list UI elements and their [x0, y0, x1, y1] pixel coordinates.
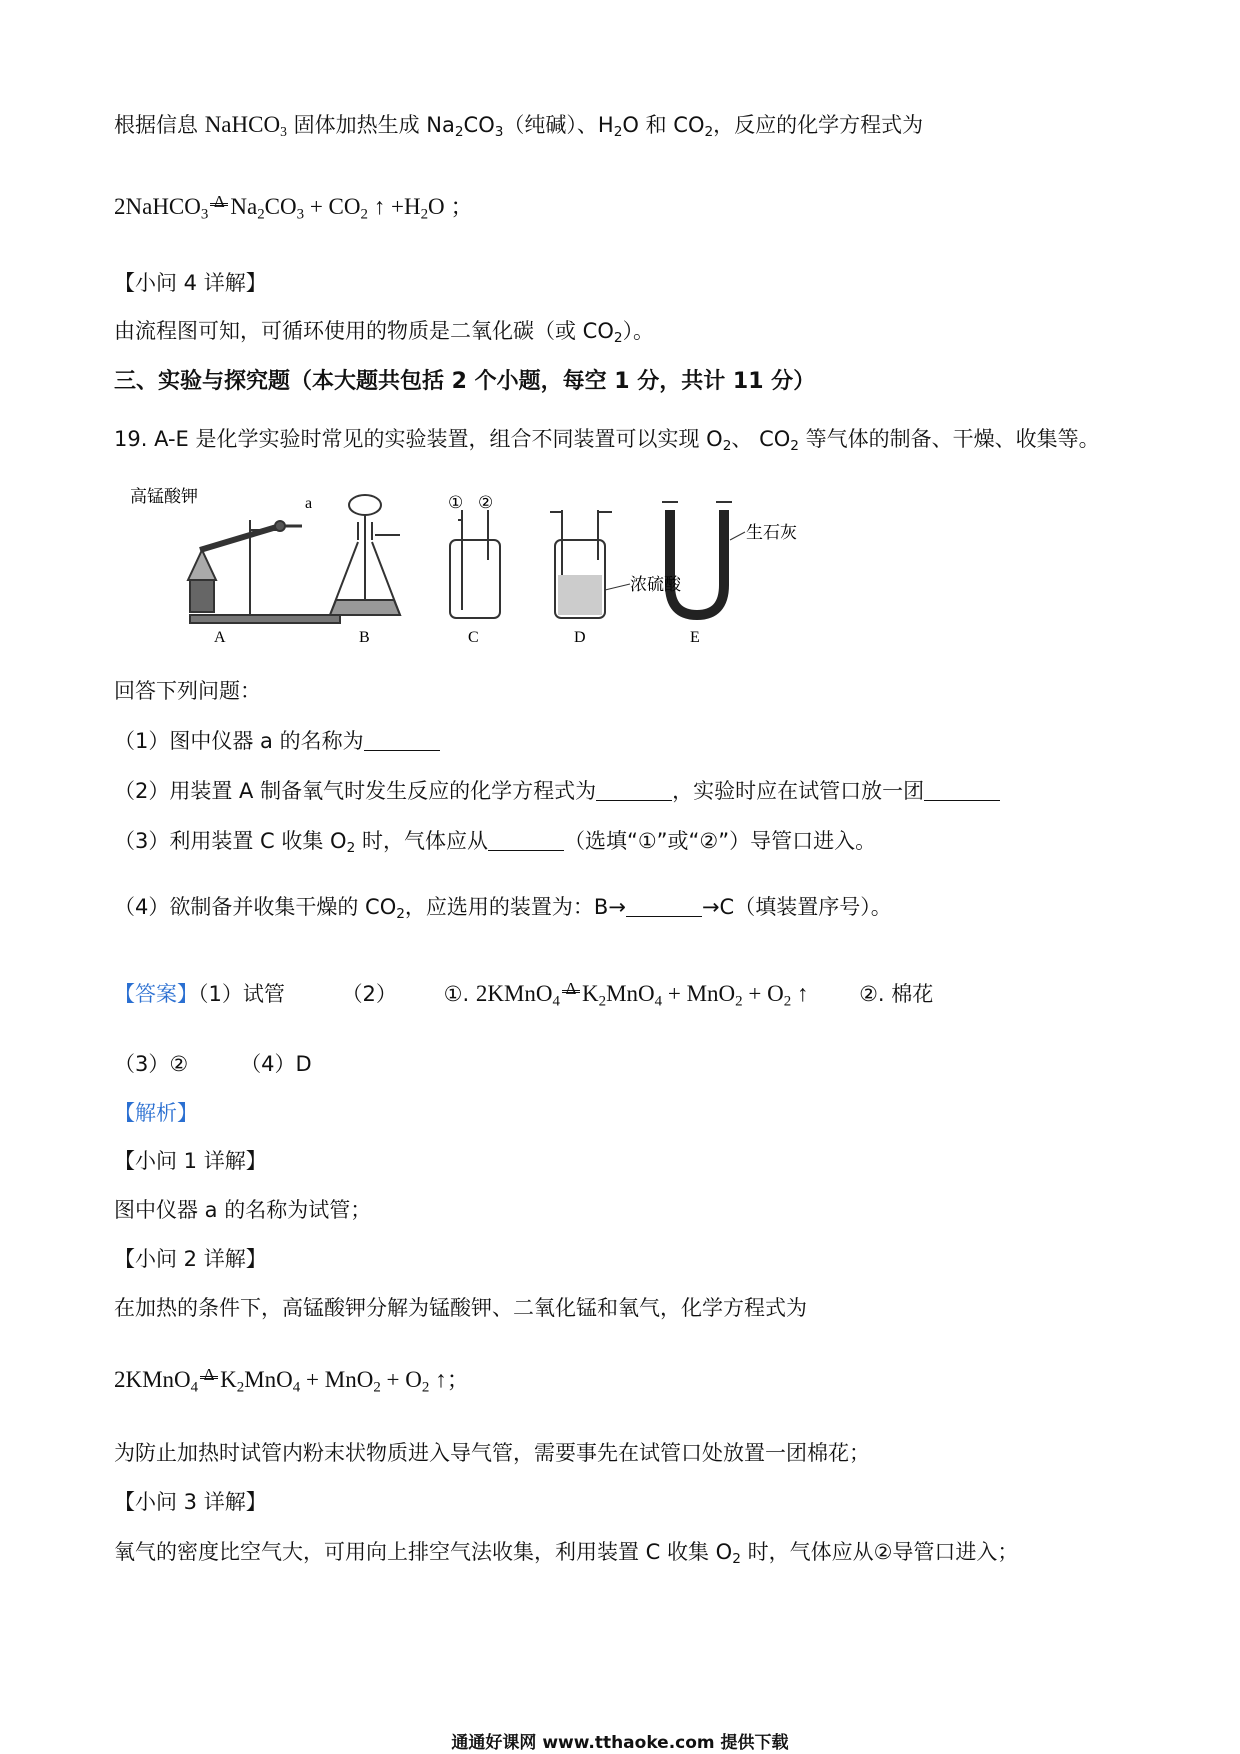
- question-part-4: （4）欲制备并收集干燥的 $CO_2$，应选用的装置为：B→ →C（填装置序号）。: [114, 895, 892, 923]
- question-part-2: （2）用装置 A 制备氧气时发生反应的化学方程式为 ，实验时应在试管口放一团: [114, 776, 1000, 806]
- answer-line-2: （3）② （4）D: [114, 1052, 312, 1076]
- subquestion-2-text: 在加热的条件下，高锰酸钾分解为锰酸钾、二氧化锰和氧气，化学方程式为: [114, 1296, 807, 1320]
- question-part-3: （3）利用装置 C 收集 $O_2$ 时，气体应从 （选填“①”或“②”）导管口进入。: [114, 829, 877, 857]
- apparatus-a: [188, 520, 340, 623]
- subquestion-4-heading: 【小问 4 详解】: [114, 271, 267, 295]
- subquestion-2-heading: 【小问 2 详解】: [114, 1247, 267, 1271]
- apparatus-figure: [130, 480, 830, 650]
- heat-condition: Δ: [208, 211, 230, 214]
- blank-2a[interactable]: [596, 780, 672, 801]
- analysis-label: 【解析】: [114, 1101, 198, 1125]
- subquestion-1-heading: 【小问 1 详解】: [114, 1149, 267, 1173]
- caption-d: D: [574, 629, 586, 646]
- subquestion-3-heading: 【小问 3 详解】: [114, 1490, 267, 1514]
- caption-e: E: [690, 629, 700, 646]
- label-h2so4: 浓硫酸: [630, 575, 681, 594]
- paragraph-nahco3-info: 根据信息 NaHCO$_3$ 固体加热生成 $Na_2CO_3$（纯碱）、$H_2O$ 和 $CO_2$，反应的化学方程式为: [114, 112, 924, 141]
- paragraph-recycle: 由流程图可知，可循环使用的物质是二氧化碳（或 $CO_2$）。: [114, 319, 655, 347]
- equation-kmno4-answer: 2KMnO$_4$ Δ $K_2MnO_4 + MnO_2 + O_2$ ↑: [475, 979, 809, 1010]
- subquestion-2-text-2: 为防止加热时试管内粉末状物质进入导气管，需要事先在试管口处放置一团棉花；: [114, 1441, 870, 1465]
- label-kmno4: 高锰酸钾: [130, 487, 198, 506]
- apparatus-e: [662, 502, 745, 615]
- footer-source: 通通好课网 www.tthaoke.com 提供下载: [451, 1733, 789, 1753]
- question-part-1: （1）图中仪器 a 的名称为: [114, 726, 440, 756]
- label-port-2: ②: [478, 493, 494, 512]
- label-port-1: ①: [448, 493, 464, 512]
- caption-a: A: [214, 629, 226, 646]
- apparatus-b: [330, 495, 400, 615]
- blank-4[interactable]: [626, 896, 702, 917]
- apparatus-c: [450, 510, 500, 618]
- answer-line: 【答案】（1）试管 （2） ①. 2KMnO$_4$ Δ $K_2MnO_4 + MnO_2 + O_2$ ↑ ②. 棉花: [114, 979, 934, 1010]
- subquestion-3-text: 氧气的密度比空气大，可用向上排空气法收集，利用装置 C 收集 $O_2$ 时，气体应从②导管口进入；: [114, 1540, 1019, 1568]
- blank-1[interactable]: [364, 730, 440, 751]
- equation-kmno4: 2KMnO$_4$ Δ $K_2MnO_4 + MnO_2 + O_2$ ↑；: [114, 1365, 470, 1396]
- answer-label: 【答案】: [114, 982, 198, 1006]
- blank-3[interactable]: [488, 830, 564, 851]
- caption-c: C: [468, 629, 479, 646]
- label-a: a: [305, 495, 313, 512]
- section-3-title: 三、实验与探究题（本大题共包括 2 个小题，每空 1 分，共计 11 分）: [114, 369, 816, 394]
- question-19: 19. A-E 是化学实验时常见的实验装置，组合不同装置可以实现 $O_2$、 $CO_2$ 等气体的制备、干燥、收集等。: [114, 427, 1100, 455]
- answer-prompt: 回答下列问题：: [114, 679, 261, 703]
- caption-b: B: [359, 629, 370, 646]
- equation-nahco3: 2NaHCO$_3$ Δ $Na_2CO_3 + CO_2$ ↑ $+H_2O$ ；: [114, 192, 474, 223]
- subquestion-1-text: 图中仪器 a 的名称为试管；: [114, 1198, 372, 1222]
- label-cao: 生石灰: [746, 523, 797, 542]
- apparatus-d: [550, 510, 630, 618]
- blank-2b[interactable]: [924, 780, 1000, 801]
